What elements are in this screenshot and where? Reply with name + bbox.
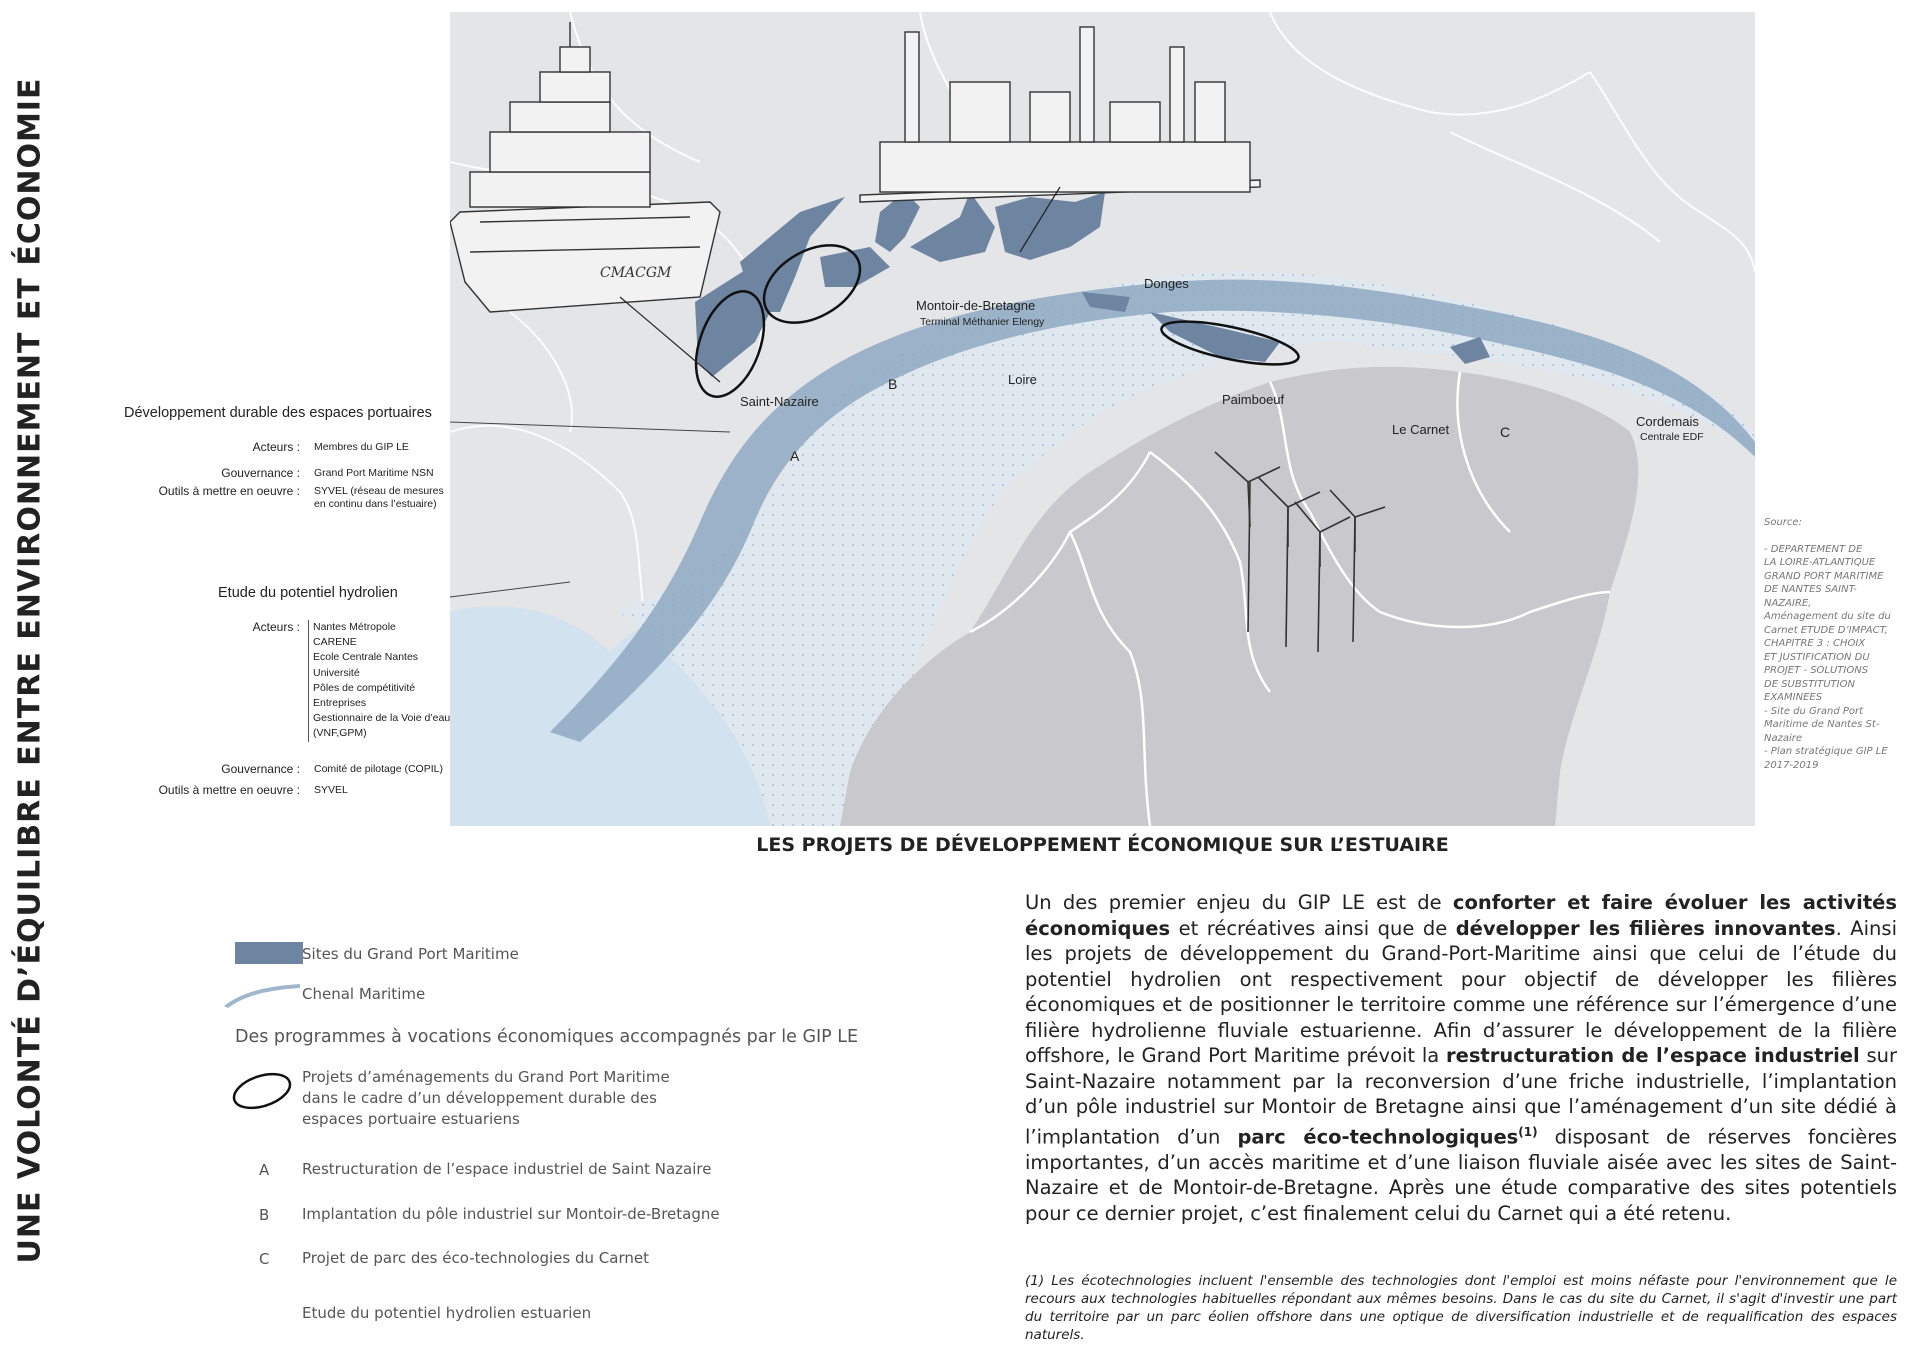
label-terminal: Terminal Méthanier Elengy [920, 316, 1045, 328]
source-line: Maritime de Nantes St- [1764, 719, 1880, 730]
legend-programmes-heading: Des programmes à vocations économiques accompagnés par le GIP LE [235, 1027, 859, 1047]
map-title: LES PROJETS DE DÉVELOPPEMENT ÉCONOMIQUE SUR L’ESTUAIRE [756, 834, 1449, 856]
port-gouvernance-label: Gouvernance : [221, 466, 300, 480]
source-line: - DEPARTEMENT DE [1764, 543, 1863, 555]
legend-item-b: Implantation du pôle industriel sur Montoir-de-Bretagne [302, 1205, 720, 1223]
footnote: (1) Les écotechnologies incluent l'ensemble des technologies dont l'emploi est moins néfaste pour l'environnement que le recours aux technologies habituelles répondant aux mêmes besoins. Dans le cas du site du Carnet, il s'agit d'investir une part du territoire par un parc éolien offshore dans une optique de diversification industrielle et de requalification des espaces naturels. [1025, 1273, 1897, 1343]
body-text: disposant de réserves foncières importantes, d’un accès maritime et d’une liaison fluviale aisée avec les sites de Saint-Nazaire et de Montoir-de-Bretagne. Après une étude comparative des sites potentiels pour ce dernier projet, c’est finalement celui du Carnet qui a été retenu. [1025, 1125, 1897, 1225]
legend-sites-swatch [235, 942, 303, 964]
source-line: LA LOIRE-ATLANTIQUE [1764, 557, 1876, 568]
hydro-acteur: Ecole Centrale Nantes [313, 651, 419, 664]
legend-item-a: Restructuration de l’espace industriel de Saint Nazaire [302, 1160, 712, 1178]
body-text: et récréatives ainsi que de [1170, 916, 1456, 940]
hydro-outils-label: Outils à mettre en oeuvre : [158, 783, 300, 797]
label-centrale: Centrale EDF [1640, 431, 1704, 443]
marker-b: B [888, 376, 898, 392]
hydro-acteur: Pôles de compétitivité [313, 681, 416, 694]
label-donges: Donges [1144, 276, 1189, 291]
source-line: Nazaire [1764, 732, 1803, 744]
body-text: sur Saint-Nazaire notamment par la reconversion d’une friche industrielle, l’implantation d’un pôle industriel sur Montoir de Bretagne ainsi que l’aménagement d’un site dédié à l’implantation d’un [1025, 1044, 1898, 1148]
label-montoir: Montoir-de-Bretagne [916, 298, 1036, 313]
estuary-map [450, 12, 1755, 826]
hydro-annotation-title: Etude du potentiel hydrolien [218, 585, 398, 601]
body-text: . Ainsi les projets de développement du Grand-Port-Maritime ainsi que celui de l’étude du potentiel hydrolien ont respectivement pour objectif de développer les filières économiques et de positionner le territoire comme une référence sur l’émergence d’une filière hydrolienne fluviale estuarienne. Afin d’assurer le développement de la filière offshore, le Grand Port Maritime prévoit la [1025, 916, 1897, 1067]
port-outils-label: Outils à mettre en oeuvre : [158, 484, 300, 498]
legend-ellipse-icon [230, 1068, 294, 1114]
legend-letter-b: B [259, 1206, 270, 1224]
source-line: PROJET - SOLUTIONS [1764, 665, 1869, 676]
port-outils-value: SYVEL (réseau de mesures [314, 485, 444, 497]
legend-sites-label: Sites du Grand Port Maritime [302, 945, 519, 963]
legend-letter-a: A [259, 1161, 270, 1179]
legend-projets-line-3: espaces portuaire estuariens [302, 1110, 520, 1128]
hydro-acteurs-label: Acteurs : [252, 620, 300, 634]
source-line: ET JUSTIFICATION DU [1764, 651, 1870, 663]
port-acteurs-value: Membres du GIP LE [314, 441, 409, 453]
source-line: EXAMINEES [1764, 692, 1823, 703]
body-bold: développer les filières innovantes [1455, 916, 1836, 940]
label-le-carnet: Le Carnet [1392, 422, 1450, 437]
body-bold: restructuration de l’espace industriel [1445, 1044, 1860, 1067]
legend-item-c: Projet de parc des éco-technologies du Carnet [302, 1249, 649, 1267]
body-text: Un des premier enjeu du GIP LE est de [1025, 891, 1453, 914]
label-paimboeuf: Paimboeuf [1222, 392, 1285, 407]
source-line: 2017-2019 [1764, 759, 1819, 771]
hydro-acteur: Gestionnaire de la Voie d’eau [313, 712, 451, 725]
ship-hull-text: CMACGM [600, 265, 672, 281]
source-line: DE NANTES SAINT- [1764, 584, 1857, 595]
footnote-ref: (1) [1518, 1124, 1538, 1139]
source-line: NAZAIRE, [1764, 597, 1812, 609]
label-cordemais: Cordemais [1636, 414, 1699, 429]
hydro-outils-value: SYVEL [314, 784, 348, 796]
body-paragraph [1025, 890, 1897, 1226]
legend-projets-line-1: Projets d’aménagements du Grand Port Maritime [302, 1068, 670, 1086]
hydro-gouvernance-value: Comité de pilotage (COPIL) [314, 763, 443, 775]
hydro-acteur: (VNF,GPM) [313, 727, 367, 740]
legend-letter-c: C [259, 1250, 270, 1268]
source-line: CHAPITRE 3 : CHOIX [1764, 638, 1866, 649]
legend-projets-line-2: dans le cadre d’un développement durable des [302, 1089, 657, 1107]
legend-hydro-label: Etude du potentiel hydrolien estuarien [302, 1304, 592, 1322]
port-outils-value-2: en continu dans l’estuaire) [314, 498, 437, 510]
marker-c: C [1500, 424, 1511, 440]
hydro-gouvernance-label: Gouvernance : [221, 762, 300, 776]
port-gouvernance-value: Grand Port Maritime NSN [314, 467, 434, 479]
body-bold: parc éco-technologiques [1237, 1125, 1519, 1148]
source-line: - Site du Grand Port [1764, 705, 1864, 717]
legend-chenal-label: Chenal Maritime [302, 985, 426, 1003]
source-line: DE SUBSTITUTION [1764, 678, 1855, 690]
marker-a: A [790, 448, 800, 464]
source-line: Aménagement du site du [1764, 611, 1891, 622]
vertical-page-title: UNE VOLONTÉ D’ÉQUILIBRE ENTRE ENVIRONNEMENT ET ÉCONOMIE [12, 77, 48, 1264]
label-loire: Loire [1008, 372, 1037, 387]
source-line: Carnet ETUDE D’IMPACT, [1764, 624, 1888, 636]
hydro-acteur: Entreprises [313, 697, 367, 710]
label-saint-nazaire: Saint-Nazaire [740, 394, 819, 409]
hydro-acteur: Université [313, 666, 360, 679]
source-line: - Plan stratégique GIP LE [1764, 746, 1888, 757]
port-annotation-title: Développement durable des espaces portuaires [124, 405, 432, 421]
source-block [1764, 516, 1914, 772]
port-acteurs-label: Acteurs : [252, 440, 300, 454]
source-line: GRAND PORT MARITIME [1764, 570, 1884, 582]
source-label: Source: [1764, 517, 1802, 528]
hydro-acteur: Nantes Métropole [313, 621, 396, 633]
hydro-acteurs-list [308, 620, 450, 742]
body-bold: conforter et faire évoluer les activités économiques [1025, 891, 1897, 940]
hydro-acteur: CARENE [313, 636, 357, 649]
legend-chenal-swatch [222, 978, 302, 1008]
